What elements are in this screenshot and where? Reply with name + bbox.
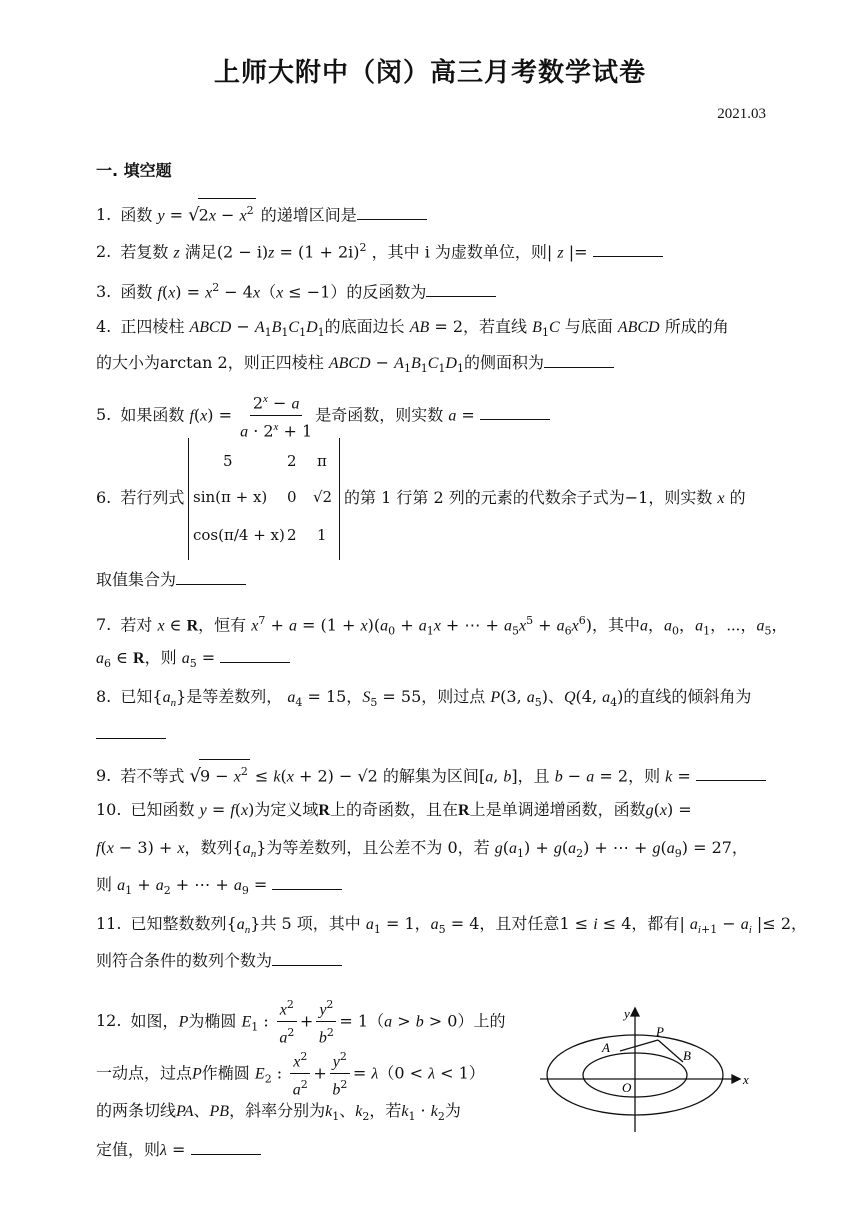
question-10-line-2: f(x − 3) + x，数列$\{a_n\}$为等差数列，且公差不为 0，若 $g(a_1) + g(a_2)$ + ⋯ + $g(a_9) = 27$， xyxy=(96,838,748,861)
question-12: 12. 如图，P为椭圆 $E_1$ : $\frac{x^2}{a^2}$ + $\frac{y^2}{b^2}$ = 1（a > b > 0）上的 xyxy=(96,994,526,1050)
question-8-line-2 xyxy=(96,722,776,746)
y-axis-arrow xyxy=(631,1008,639,1016)
question-5: 5. 如果函数 f(x) = $\frac{2^x - a}{a \cdot 2^x + 1}$ 是奇函数，则实数 a = xyxy=(96,388,776,444)
tangent-pa xyxy=(620,1040,658,1051)
question-8: 8. 已知$\{a_n\}$是等差数列， $a_4 = 15$，$S_5 = 55$，则过点 P(3, $a_5$)、Q(4, $a_4$)的直线的倾斜角为 xyxy=(96,687,752,710)
answer-blank xyxy=(480,403,550,420)
answer-blank xyxy=(176,568,246,585)
question-9: 9. 若不等式 $√9 - x^2 \le k(x + 2) - √2$ 的解集为区间[a, b]，且 b − a = 2，则 k = xyxy=(96,759,776,789)
x-label: x xyxy=(743,1072,749,1087)
question-2: 2. 若复数 z 满足$(2 - i)z = (1 + 2i)^2$ ，其中 i 为虚数单位，则| z |= xyxy=(96,236,776,265)
question-1: 1. 函数 $y = √2x - x^2$ 的递增区间是 xyxy=(96,198,776,228)
question-6-line-2: 取值集合为 xyxy=(96,568,776,592)
exam-title: 上师大附中（闵）高三月考数学试卷 xyxy=(213,58,646,88)
y-label: y xyxy=(624,1006,630,1021)
origin-label: O xyxy=(622,1080,632,1095)
question-4: 4. 正四棱柱 ABCD − $A_1B_1C_1D_1$的底面边长 AB = 2，若直线 $B_1C$ 与底面 ABCD 所成的角 xyxy=(96,317,729,340)
question-12-line-4: 定值，则λ = xyxy=(96,1138,526,1163)
point-p-label: P xyxy=(656,1024,664,1039)
question-4-line-2: 的大小为arctan 2，则正四棱柱 ABCD − $A_1B_1C_1D_1$的侧面积为 xyxy=(96,351,776,381)
ellipse-figure xyxy=(540,1004,760,1134)
question-3: 3. 函数 $f(x) = x^2 - 4x(x \le -1)$的反函数为 xyxy=(96,276,776,305)
exam-date: 2021.03 xyxy=(717,106,766,122)
point-b-label: B xyxy=(683,1048,691,1063)
answer-blank xyxy=(426,280,496,297)
answer-blank xyxy=(96,722,166,739)
determinant: 5 2 π sin(π + x) 0 √2 cos(π/4 + x) 2 1 xyxy=(188,438,340,560)
answer-blank xyxy=(272,949,342,966)
x-axis-arrow xyxy=(732,1075,740,1083)
question-11: 11. 已知整数数列$\{a_n\}$共 5 项，其中 $a_1 = 1$，$a_5 = 4$，且对任意1 ≤ i ≤ 4，都有| $a_{i+1} - a_i$ |≤ 2， xyxy=(96,914,807,937)
question-12-line-3: 的两条切线PA、PB，斜率分别为$k_1$、$k_2$，若$k_1 \cdot k_2$为 xyxy=(96,1101,461,1124)
question-7: 7. 若对 x ∈ R，恒有 $x^7 + a = (1 + x)(a_0 + a_1x$ + ⋯ + $a_5x^5 + a_6x^6$)，其中a，$a_0$，$a_1$，⋯，$a_5$， xyxy=(96,614,788,638)
answer-blank xyxy=(696,764,766,781)
question-6: 6. 若行列式 xyxy=(96,488,185,507)
answer-blank xyxy=(544,351,614,368)
question-10: 10. 已知函数 y = f(x)为定义域R上的奇函数，且在R上是单调递增函数，函数g(x) = xyxy=(96,800,692,819)
question-10-line-3: 则 $a_1 + a_2$ + ⋯ + $a_9$ = xyxy=(96,873,776,903)
answer-blank xyxy=(357,203,427,220)
answer-blank xyxy=(593,240,663,257)
question-11-line-2: 则符合条件的数列个数为 xyxy=(96,949,776,973)
answer-blank xyxy=(191,1138,261,1155)
point-a-label: A xyxy=(602,1040,610,1055)
question-6-tail: 的第 1 行第 2 列的元素的代数余子式为−1，则实数 x 的 xyxy=(344,488,746,507)
answer-blank xyxy=(272,873,342,890)
answer-blank xyxy=(220,646,290,663)
question-12-line-2: 一动点，过点P作椭圆 $E_2$ : $\frac{x^2}{a^2}$ + $\frac{y^2}{b^2}$ = λ（0 < λ < 1） xyxy=(96,1046,526,1102)
question-7-line-2: $a_6$ ∈ R，则 $a_5$ = xyxy=(96,646,776,676)
section-title: 一. 填空题 xyxy=(96,161,172,180)
